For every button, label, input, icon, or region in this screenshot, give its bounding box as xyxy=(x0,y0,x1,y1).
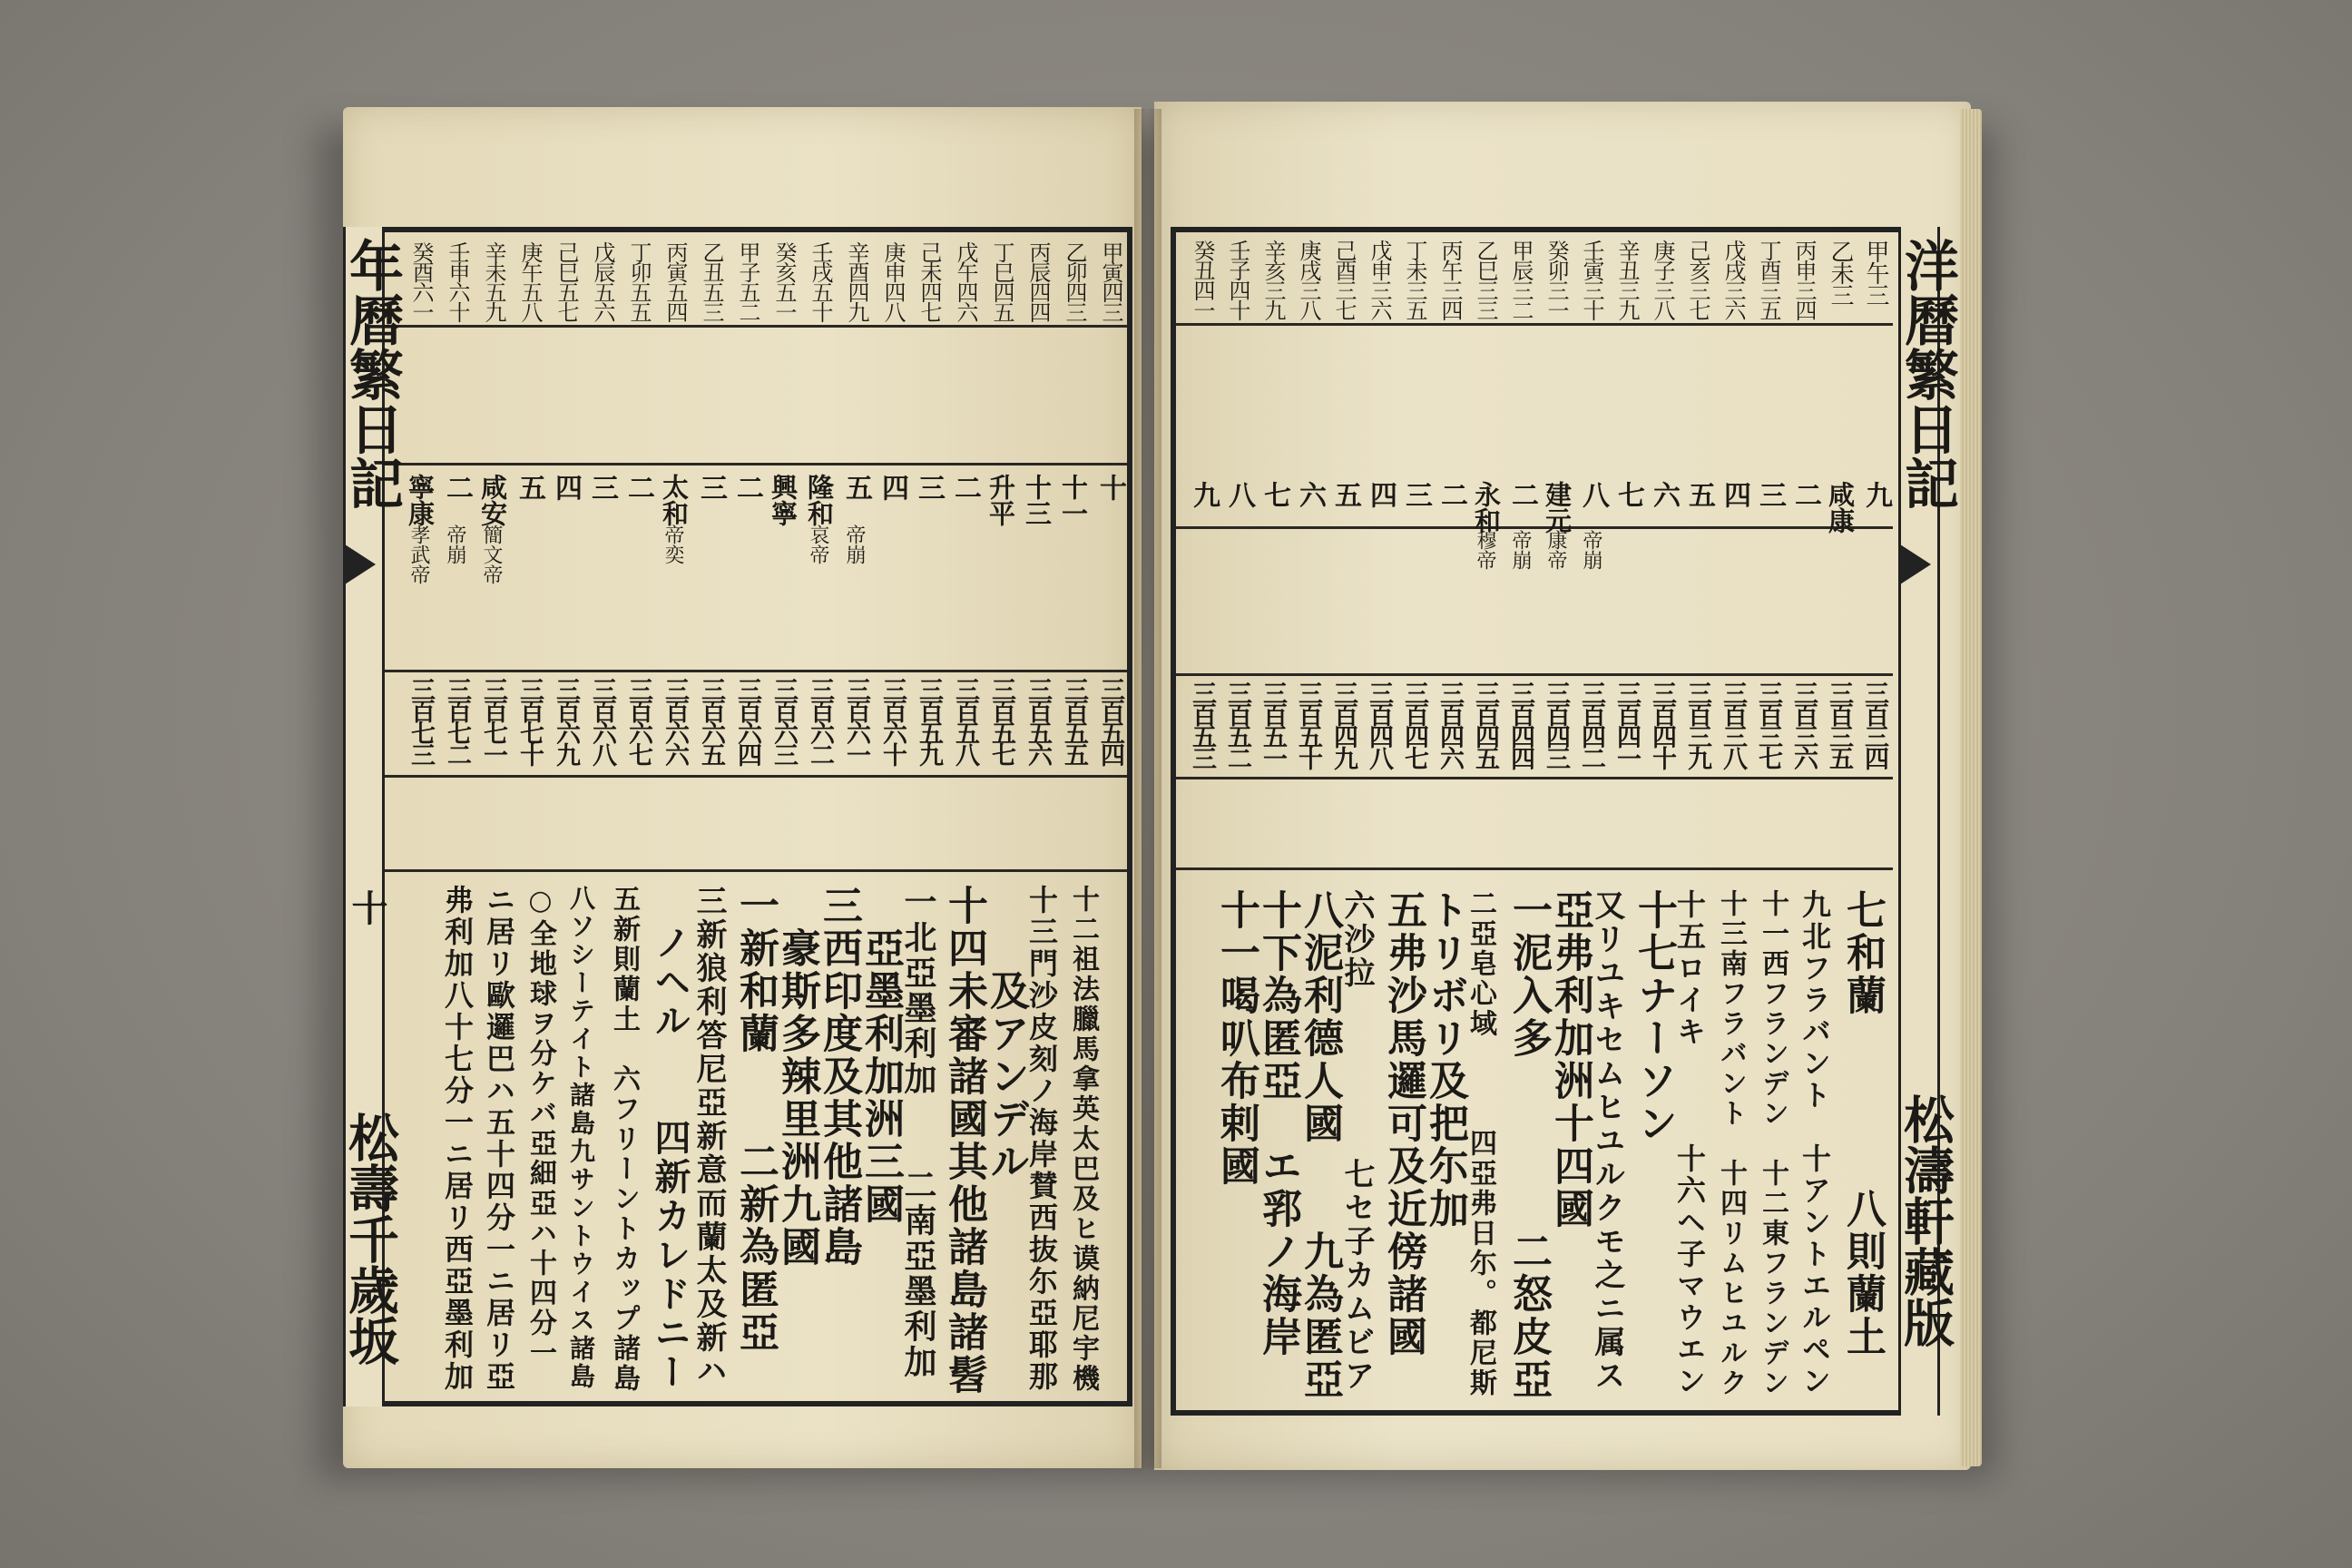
year-cell: 丁未三五 xyxy=(1402,240,1427,319)
reign-cell: 十一 xyxy=(1058,474,1089,526)
count-cell: 三百七十 xyxy=(515,677,544,764)
reign-cell: 升平 xyxy=(985,474,1016,526)
year-cell: 庚申四八 xyxy=(880,241,906,321)
count-cell: 三百五一 xyxy=(1259,681,1287,768)
count-cell: 三百三七 xyxy=(1754,681,1782,768)
count-cell: 三百四七 xyxy=(1400,681,1428,768)
year-cell: 丙午三四 xyxy=(1437,240,1463,319)
count-cell: 三百六一 xyxy=(842,677,870,764)
body-line: 十七ナーソン xyxy=(1631,889,1677,1145)
right-rule-3 xyxy=(1176,673,1893,676)
reign-cell: 九 xyxy=(1860,481,1892,508)
body-line: 十五ロイキ 十六ヘ子マウエン xyxy=(1672,889,1707,1397)
emperor-cell: 帝崩 xyxy=(1509,530,1532,570)
reign-cell: 八 xyxy=(1577,481,1609,508)
reign-cell: 三 xyxy=(1400,481,1432,508)
year-cell: 丙寅五四 xyxy=(662,241,688,321)
year-cell: 甲午三 xyxy=(1862,240,1889,305)
year-cell: 辛酉四九 xyxy=(844,241,869,321)
reign-cell: 三 xyxy=(1754,481,1786,508)
reign-cell: 永和 xyxy=(1471,481,1502,534)
count-cell: 三百三四 xyxy=(1860,681,1888,768)
year-cell: 乙丑五三 xyxy=(699,241,724,321)
reign-cell: 十 xyxy=(1094,474,1126,501)
year-cell: 壬申六十 xyxy=(445,241,470,321)
year-cell: 戊戌三六 xyxy=(1720,240,1746,319)
body-line: 七和蘭 八則蘭土 xyxy=(1839,889,1886,1358)
count-cell: 三百四九 xyxy=(1329,681,1357,768)
reign-cell: 三 xyxy=(913,474,945,501)
body-line: ノヘル 四新カレドニー xyxy=(649,885,691,1392)
body-line: 三西印度及其他諸島 xyxy=(816,885,862,1269)
year-cell: 癸亥五一 xyxy=(771,241,797,321)
year-cell: 辛亥三九 xyxy=(1260,240,1286,319)
reign-cell: 二 xyxy=(441,474,473,501)
year-cell: 庚午五八 xyxy=(517,241,543,321)
emperor-cell: 康帝 xyxy=(1544,530,1567,570)
body-line: 亞弗利加洲十四國 xyxy=(1547,889,1593,1230)
emperor-cell: 帝崩 xyxy=(1580,530,1602,570)
emperor-cell: 帝奕 xyxy=(662,524,684,564)
year-cell: 丙申三四 xyxy=(1791,240,1817,319)
year-cell: 壬戌五十 xyxy=(808,241,833,321)
count-cell: 三百三五 xyxy=(1825,681,1853,768)
count-cell: 三百六三 xyxy=(769,677,798,764)
reign-cell: 二 xyxy=(731,474,763,501)
body-line: 十四未審諸國其他諸島諸髫 xyxy=(941,885,987,1396)
body-line: 八ソシーテイト諸島九サントウイス諸島 xyxy=(566,885,596,1391)
count-cell: 三百四二 xyxy=(1577,681,1605,768)
left-page-title: 年曆繁日記 xyxy=(340,238,404,510)
count-cell: 三百四八 xyxy=(1365,681,1393,768)
emperor-cell: 簡文帝 xyxy=(480,524,503,584)
body-line: 一新和蘭 二新為匿亞 xyxy=(732,885,779,1354)
body-line: 八泥利德人國 九為匿亞 xyxy=(1297,889,1343,1401)
left-rule-5 xyxy=(385,869,1127,872)
reign-cell: 四 xyxy=(550,474,582,501)
count-cell: 三百四十 xyxy=(1648,681,1676,768)
count-cell: 三百七三 xyxy=(407,677,435,764)
count-cell: 三百七二 xyxy=(443,677,471,764)
year-cell: 庚戌三八 xyxy=(1296,240,1321,319)
reign-cell: 四 xyxy=(877,474,908,501)
reign-cell: 隆和 xyxy=(804,474,835,526)
count-cell: 三百四三 xyxy=(1542,681,1570,768)
reign-cell: 五 xyxy=(1683,481,1715,508)
reign-cell: 二 xyxy=(1506,481,1538,508)
body-line: 一泥入多 二怒皮亞 xyxy=(1505,889,1552,1401)
page-edge xyxy=(1960,109,1982,1466)
count-cell: 三百六五 xyxy=(697,677,725,764)
year-cell: 己酉三七 xyxy=(1331,240,1357,319)
reign-cell: 七 xyxy=(1612,481,1644,508)
count-cell: 三百五十 xyxy=(1294,681,1322,768)
reign-cell: 咸康 xyxy=(1825,481,1856,534)
count-cell: 三百六六 xyxy=(661,677,689,764)
year-cell: 壬寅三十 xyxy=(1579,240,1604,319)
year-cell: 乙卯四三 xyxy=(1062,241,1087,321)
year-cell: 丙辰四四 xyxy=(1025,241,1051,321)
left-rule-1 xyxy=(385,325,1127,328)
count-cell: 三百四五 xyxy=(1471,681,1499,768)
year-cell: 乙未三 xyxy=(1827,240,1854,305)
right-rule-5 xyxy=(1176,867,1893,870)
right-page-title: 洋曆繁日記 xyxy=(1896,238,1959,510)
year-cell: 辛未五九 xyxy=(481,241,506,321)
body-line: 亞墨利加洲三國 xyxy=(858,885,904,1226)
year-cell: 辛丑三九 xyxy=(1614,240,1640,319)
reign-cell: 二 xyxy=(1436,481,1467,508)
count-cell: 三百五四 xyxy=(1096,677,1124,764)
reign-cell: 建元 xyxy=(1542,481,1573,534)
reign-cell: 二 xyxy=(622,474,654,501)
body-line: 十二祖法臘馬拿英太巴及ヒ谟納尼宇機 xyxy=(1067,885,1099,1394)
right-page-footer: 松濤軒藏版 xyxy=(1896,1093,1955,1348)
left-page-footer: 松壽千歲坂 xyxy=(340,1112,400,1366)
count-cell: 三百六七 xyxy=(624,677,652,764)
year-cell: 己亥三七 xyxy=(1685,240,1710,319)
body-line: 弗利加八十七分一ニ居リ西亞墨利加 xyxy=(440,885,475,1393)
count-cell: 三百五五 xyxy=(1060,677,1088,764)
reign-cell: 三 xyxy=(586,474,618,501)
count-cell: 三百三六 xyxy=(1789,681,1818,768)
count-cell: 三百三八 xyxy=(1719,681,1747,768)
year-cell: 戊申三六 xyxy=(1367,240,1392,319)
reign-cell: 二 xyxy=(949,474,981,501)
right-rule-4 xyxy=(1176,777,1893,779)
reign-cell: 四 xyxy=(1719,481,1750,508)
year-cell: 己巳五七 xyxy=(554,241,579,321)
body-line: 六沙拉 七セ子カムビア xyxy=(1338,889,1375,1393)
year-cell: 丁酉三五 xyxy=(1756,240,1781,319)
year-cell: 甲子五二 xyxy=(735,241,760,321)
year-cell: 壬子四十 xyxy=(1225,240,1250,319)
emperor-cell: 哀帝 xyxy=(807,524,829,564)
reign-cell: 五 xyxy=(514,474,545,501)
year-cell: 乙巳三三 xyxy=(1473,240,1498,319)
count-cell: 三百四六 xyxy=(1436,681,1464,768)
reign-cell: 九 xyxy=(1188,481,1220,508)
reign-cell: 十三 xyxy=(1022,474,1053,526)
year-cell: 丁卯五五 xyxy=(626,241,652,321)
left-rule-4 xyxy=(385,775,1127,778)
count-cell: 三百六八 xyxy=(588,677,616,764)
count-cell: 三百六四 xyxy=(733,677,761,764)
year-cell: 庚子三八 xyxy=(1650,240,1675,319)
body-line: トリボリ及把尓加 xyxy=(1422,889,1468,1230)
count-cell: 三百五九 xyxy=(915,677,943,764)
emperor-cell: 穆帝 xyxy=(1474,530,1496,570)
reign-cell: 太和 xyxy=(659,474,690,526)
count-cell: 三百四一 xyxy=(1612,681,1641,768)
body-line: 九北フラバント 十アントエルペン xyxy=(1798,889,1832,1397)
reign-cell: 咸安 xyxy=(477,474,508,526)
left-rule-2 xyxy=(385,463,1127,466)
count-cell: 三百六二 xyxy=(806,677,834,764)
count-cell: 三百五八 xyxy=(951,677,979,764)
body-line: 二亞皂心域 四亞弗日尓。都尼斯 xyxy=(1465,889,1496,1398)
right-rule-1 xyxy=(1176,323,1893,326)
reign-cell: 寧康 xyxy=(405,474,436,526)
body-line: ニ居リ歐邏巴ハ五十四分一ニ居リ亞 xyxy=(482,885,516,1393)
body-line: 十三南フラバント 十四リムヒユルク xyxy=(1715,889,1747,1398)
emperor-cell: 帝崩 xyxy=(444,524,466,564)
right-rule-2 xyxy=(1176,526,1893,529)
count-cell: 三百五二 xyxy=(1223,681,1251,768)
count-cell: 三百四四 xyxy=(1506,681,1534,768)
year-cell: 甲辰三二 xyxy=(1508,240,1534,319)
reign-cell: 三 xyxy=(695,474,727,501)
body-line: ○全地球ヲ分ケバ亞細亞ハ十四分一 xyxy=(524,885,556,1368)
year-cell: 丁巳四五 xyxy=(989,241,1014,321)
year-cell: 戊午四六 xyxy=(953,241,978,321)
left-fishtail-mark xyxy=(345,544,376,584)
emperor-cell: 帝崩 xyxy=(843,524,866,564)
count-cell: 三百六九 xyxy=(552,677,580,764)
left-rule-3 xyxy=(385,670,1127,672)
body-line: 十三門沙皮刻ノ海岸賛西抜尓亞耶那 xyxy=(1024,885,1059,1393)
reign-cell: 五 xyxy=(1329,481,1361,508)
reign-cell: 二 xyxy=(1789,481,1821,508)
reign-cell: 興寧 xyxy=(768,474,799,526)
right-fishtail-mark xyxy=(1900,544,1931,584)
body-line: 五弗沙馬邏可及近傍諸國 xyxy=(1380,889,1426,1358)
count-cell: 三百五三 xyxy=(1188,681,1216,768)
body-line: 一北亞墨利加 二南亞墨利加 xyxy=(899,885,937,1380)
reign-cell: 八 xyxy=(1223,481,1255,508)
body-line: 及アンデル xyxy=(983,885,1029,1183)
reign-cell: 五 xyxy=(840,474,872,501)
reign-cell: 七 xyxy=(1259,481,1290,508)
count-cell: 三百七一 xyxy=(479,677,507,764)
count-cell: 三百六十 xyxy=(878,677,906,764)
body-line: 豪斯多辣里洲九國 xyxy=(774,885,820,1269)
body-line: 三新狼利答尼亞新意而蘭太及新ハ xyxy=(691,885,727,1388)
year-cell: 癸丑四一 xyxy=(1190,240,1215,319)
reign-cell: 六 xyxy=(1648,481,1680,508)
book-gutter xyxy=(1134,109,1161,1468)
body-line: 又リユキセムヒユルクモ之ニ属ス xyxy=(1589,889,1625,1393)
year-cell: 癸酉六一 xyxy=(408,241,434,321)
count-cell: 三百三九 xyxy=(1683,681,1711,768)
count-cell: 三百五七 xyxy=(987,677,1015,764)
body-line: 十一西フランデン 十二東フランデン xyxy=(1757,889,1788,1398)
year-cell: 癸卯三一 xyxy=(1544,240,1569,319)
reign-cell: 六 xyxy=(1294,481,1326,508)
left-folio: 十 xyxy=(346,889,388,926)
year-cell: 甲寅四三 xyxy=(1098,241,1123,321)
reign-cell: 四 xyxy=(1365,481,1396,508)
year-cell: 戊辰五六 xyxy=(590,241,615,321)
emperor-cell: 孝武帝 xyxy=(407,524,430,584)
count-cell: 三百五六 xyxy=(1024,677,1052,764)
body-line: 十下為匿亞 エ郛ノ海岸 xyxy=(1255,889,1301,1358)
body-line: 五新則蘭土 六フリーントカップ諸島 xyxy=(608,885,640,1394)
body-line: 十一喝叭布剌國 xyxy=(1213,889,1259,1188)
year-cell: 己未四七 xyxy=(916,241,942,321)
